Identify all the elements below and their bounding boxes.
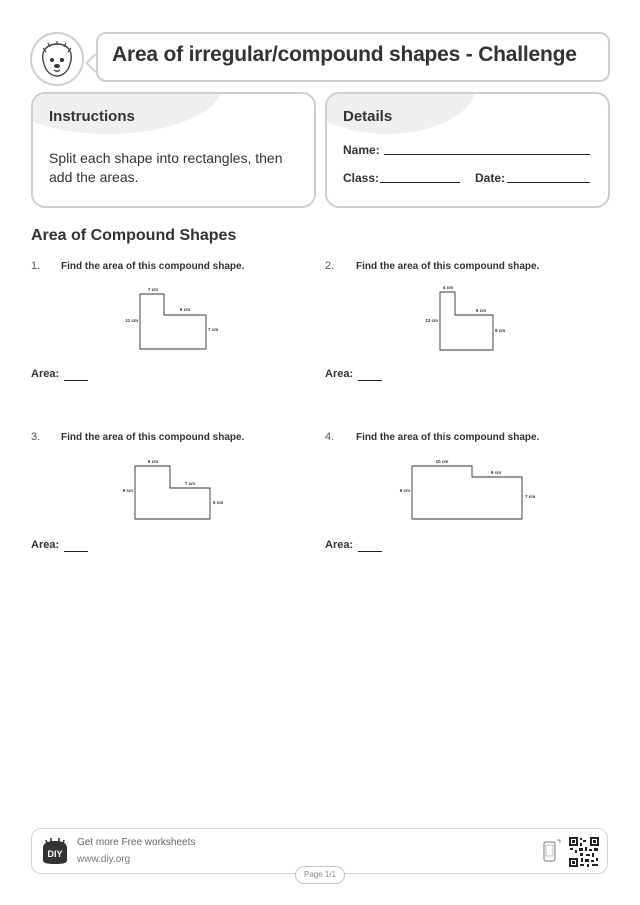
date-field[interactable] (507, 182, 590, 183)
dim-top: 4 cm (442, 285, 454, 290)
dim-top: 7 cm (147, 287, 159, 292)
phone-icon (541, 838, 561, 864)
dim-step: 6 cm (475, 308, 487, 313)
compound-shape-3 (115, 456, 240, 522)
details-panel (325, 92, 610, 208)
dim-right: 8 cm (495, 328, 506, 333)
area-answer-field[interactable] (358, 551, 382, 552)
question-prompt: Find the area of this compound shape. (356, 432, 540, 443)
compound-shape-2 (420, 282, 520, 356)
question-prompt: Find the area of this compound shape. (61, 261, 245, 272)
instructions-panel (31, 92, 316, 208)
dim-right: 7 cm (208, 327, 219, 332)
area-label: Area: (325, 368, 354, 380)
mascot-icon (32, 34, 82, 84)
area-answer-field[interactable] (64, 551, 88, 552)
area-label: Area: (31, 539, 60, 551)
date-label: Date: (475, 171, 506, 185)
dim-height: 13 cm (425, 318, 438, 323)
footer-link[interactable]: www.diy.org (77, 854, 131, 865)
dim-height: 9 cm (122, 488, 133, 493)
mascot-avatar (30, 32, 84, 86)
diy-logo[interactable] (40, 838, 70, 866)
dim-right: 5 cm (213, 500, 224, 505)
dim-height: 11 cm (125, 318, 138, 323)
compound-shape-1 (120, 284, 230, 354)
logo-text: DIY (47, 849, 63, 859)
footer-promo-text: Get more Free worksheets (77, 837, 196, 848)
question-number: 4. (325, 431, 335, 443)
dim-step: 7 cm (184, 481, 196, 486)
area-answer-field[interactable] (358, 380, 382, 381)
dim-step: 6 cm (179, 307, 191, 312)
dim-height: 9 cm (399, 488, 410, 493)
page-title: Area of irregular/compound shapes - Challenge (112, 43, 577, 66)
class-field[interactable] (380, 182, 460, 183)
dim-step: 9 cm (490, 470, 502, 475)
dim-top: 6 cm (147, 459, 159, 464)
details-heading: Details (343, 108, 393, 125)
question-prompt: Find the area of this compound shape. (61, 432, 245, 443)
name-label: Name: (343, 143, 380, 157)
dim-top: 10 cm (435, 459, 449, 464)
area-answer-field[interactable] (64, 380, 88, 381)
question-number: 3. (31, 431, 41, 443)
instructions-text: Split each shape into rectangles, then add the areas. (49, 150, 283, 185)
class-label: Class: (343, 171, 380, 185)
area-label: Area: (325, 539, 354, 551)
instructions-heading: Instructions (49, 108, 135, 125)
question-number: 1. (31, 260, 41, 272)
question-number: 2. (325, 260, 335, 272)
page-indicator: Page 1/1 (295, 866, 345, 884)
qr-code-icon[interactable] (568, 836, 600, 868)
name-field[interactable] (384, 154, 590, 155)
title-box (96, 32, 610, 82)
dim-right: 7 cm (525, 494, 536, 499)
question-prompt: Find the area of this compound shape. (356, 261, 540, 272)
compound-shape-4 (392, 456, 542, 522)
section-title: Area of Compound Shapes (31, 227, 237, 244)
area-label: Area: (31, 368, 60, 380)
